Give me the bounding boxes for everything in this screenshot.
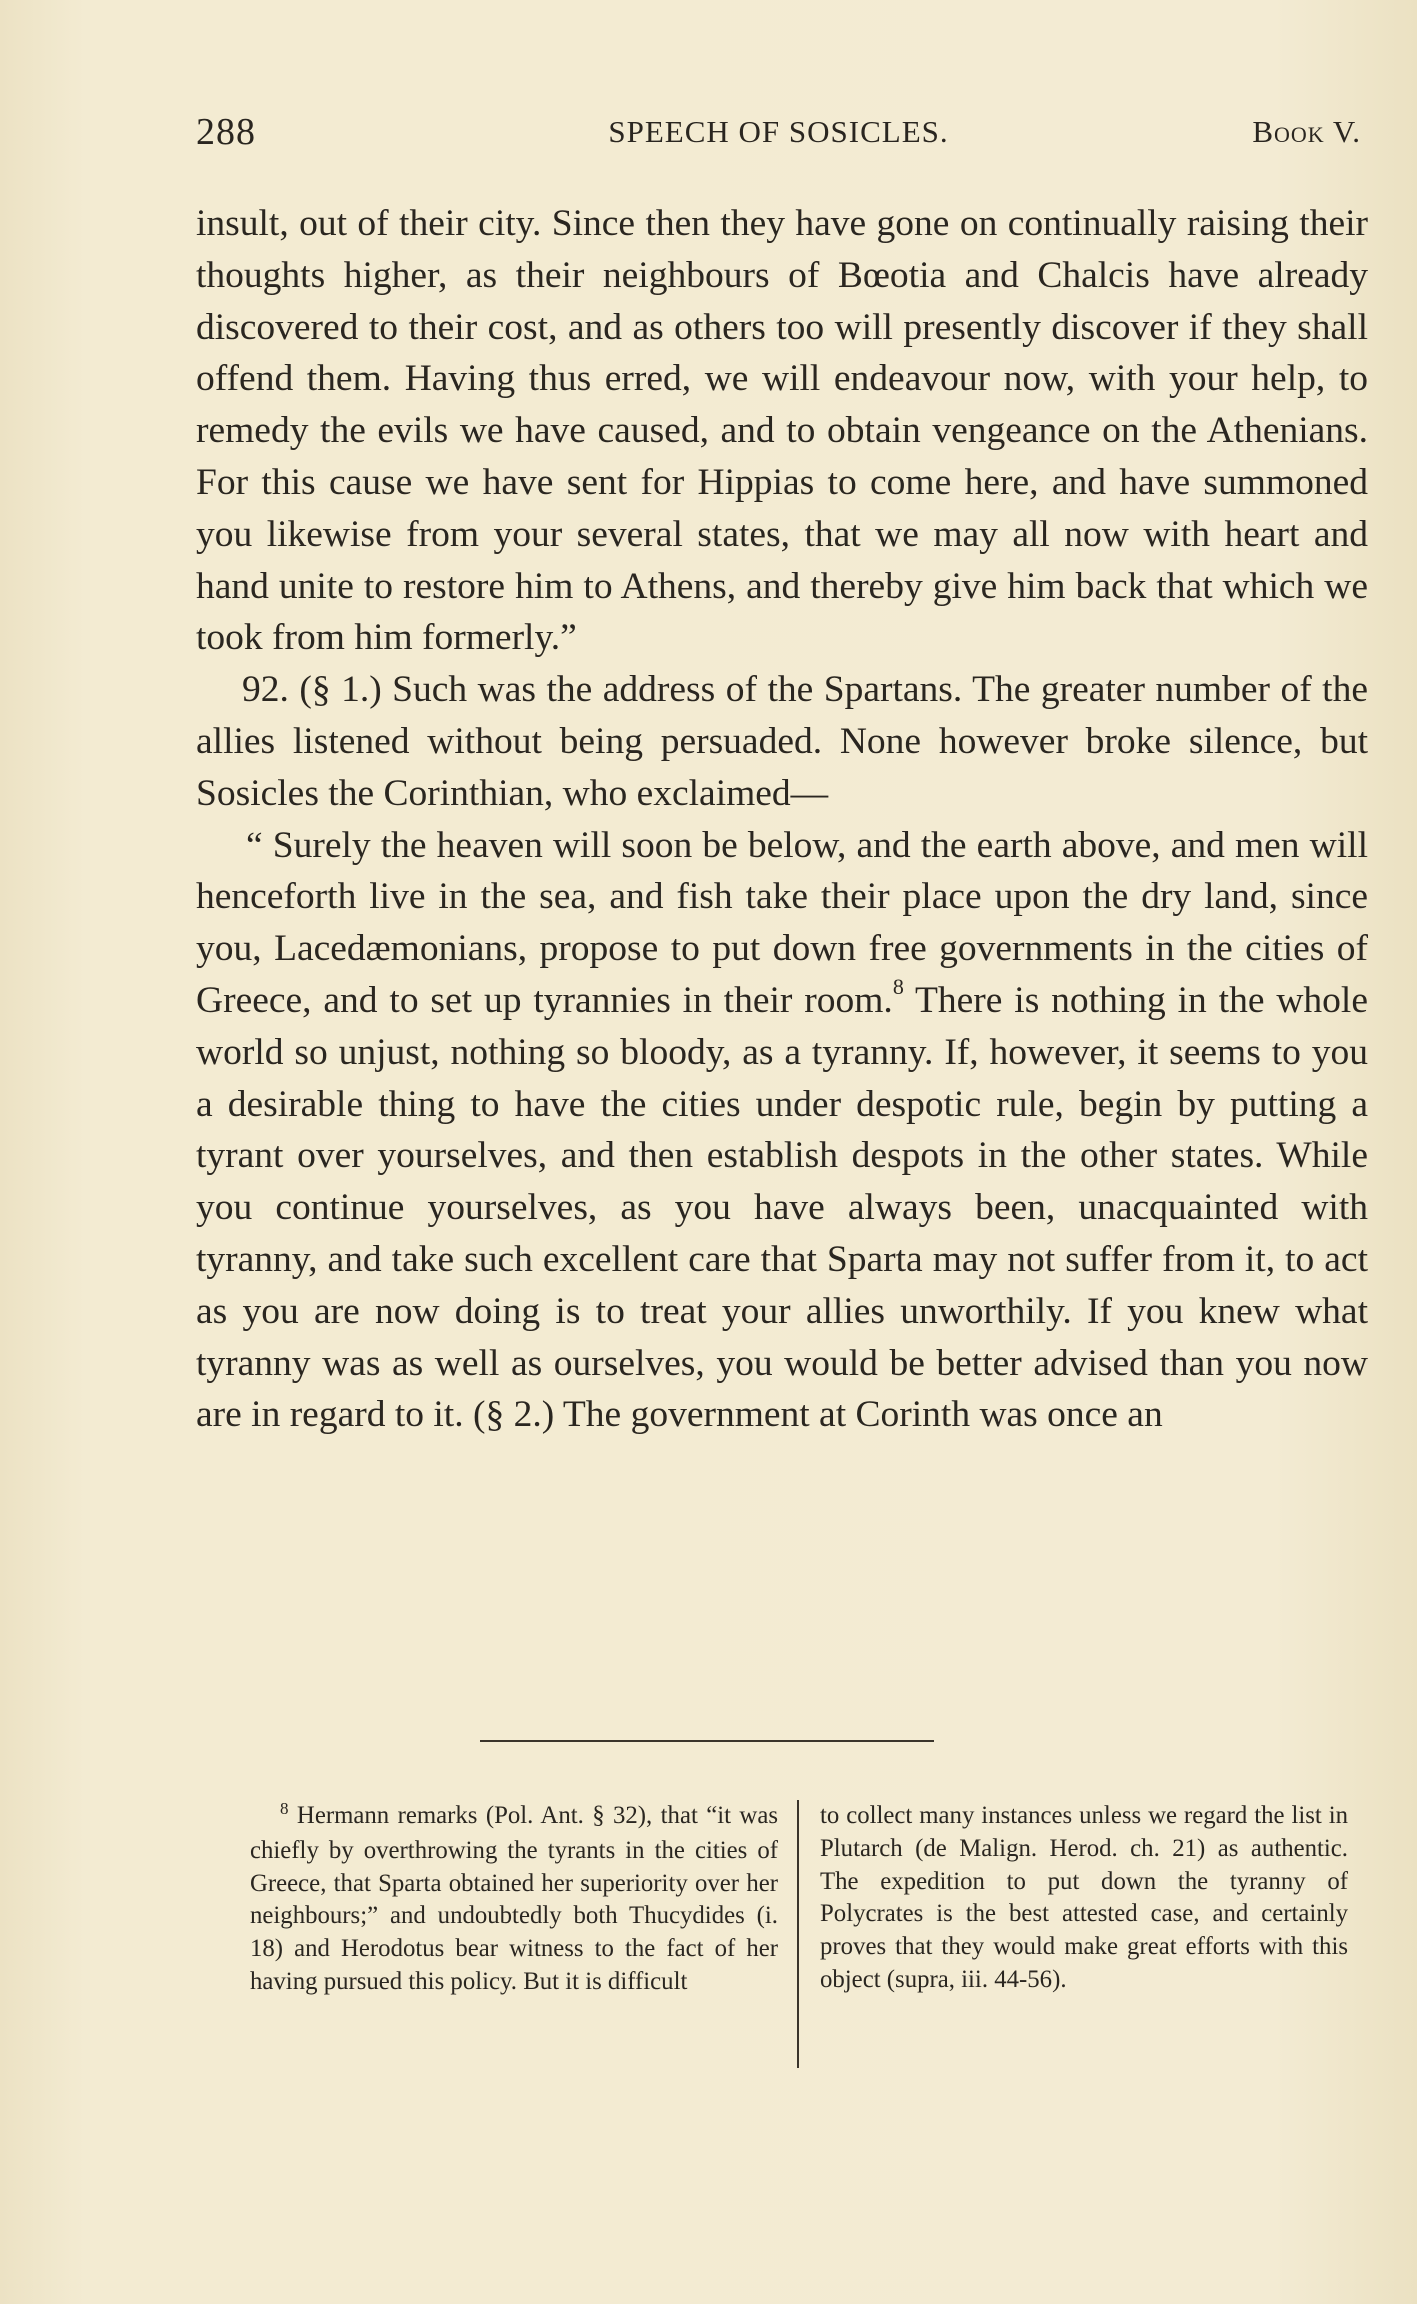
footnote-text-right: to collect many instances unless we regard the list in Plutarch (de Malign. Herod. ch. 21) as authentic. The expedition to put down the tyranny of Polycrates is the best attested case, and certainly proves that they would make great efforts with this object (supra, iii. 44-56). — [820, 1802, 1348, 1993]
footnote-marker: 8 — [280, 1799, 289, 1818]
footnote-column-left — [250, 1800, 778, 1999]
page-number: 288 — [196, 111, 256, 153]
running-title: SPEECH OF SOSICLES. — [608, 114, 949, 149]
footnote-rule — [480, 1740, 934, 1742]
paragraph-sosicles-speech — [196, 820, 1368, 1442]
footnote-column-divider — [797, 1800, 799, 2068]
footnotes — [250, 1800, 1380, 2070]
main-text — [196, 198, 1368, 1441]
speech-text-part-1: “ Surely the heaven will soon be below, and the earth above, and men will henceforth live in the sea, and fish take their place upon the dry land, since you, Lacedæmonians, propose to put down free governments in the cities of Greece, and to set up tyrannies in their room. — [196, 824, 1368, 1021]
paragraph-spartan-speech-end: insult, out of their city. Since then they have gone on continually raising their thoughts higher, as their neighbours of Bœotia and Chalcis have already discovered to their cost, and as others too will presently discover if they shall offend them. Having thus erred, we will endeavour now, with your help, to remedy the evils we have caused, and to obtain vengeance on the Athenians. For this cause we have sent for Hippias to come here, and have summoned you likewise from your several states, that we may all now with heart and hand unite to restore him to Athens, and thereby give him back that which we took from him formerly.” — [196, 203, 1368, 659]
speech-text-part-2: There is nothing in the whole world so unjust, nothing so bloody, as a tyranny. If, however, it seems to you a desirable thing to have the cities under despotic rule, begin by putting a tyrant over yourselves, and then establish despots in the other states. While you continue yourselves, as you have always been, unacquainted with tyranny, and take such excellent care that Sparta may not suffer from it, to act as you are now doing is to treat your allies unworthily. If you knew what tyranny was as well as ourselves, you would be better advised than you now are in regard to it. (§ 2.) The government at Corinth was once an — [196, 979, 1368, 1436]
footnote-column-right — [820, 1800, 1348, 1997]
running-head — [196, 110, 1361, 158]
paragraph-section-92: 92. (§ 1.) Such was the address of the Spartans. The greater number of the allies listened without being persuaded. None however broke silence, but Sosicles the Corinthian, who exclaimed— — [196, 669, 1368, 814]
book-label: Book V. — [1252, 114, 1361, 149]
footnote-reference[interactable]: 8 — [892, 974, 904, 1000]
footnote-text-left: Hermann remarks (Pol. Ant. § 32), that “it was chiefly by overthrowing the tyrants in the cities of Greece, that Sparta obtained her superiority over her neighbours;” and undoubtedly both Thucydides (i. 18) and Herodotus bear witness to the fact of her having pursued this policy. But it is difficult — [250, 1802, 778, 1995]
